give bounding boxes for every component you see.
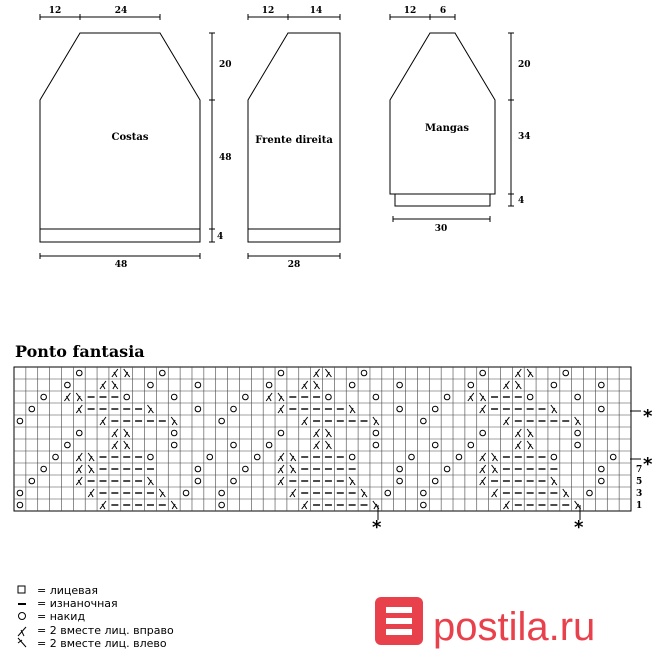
k2tog-right-symbol	[515, 369, 521, 377]
back-top-width-2: 24	[114, 6, 128, 16]
k2tog-right-symbol	[76, 405, 82, 413]
k2tog-right-symbol	[100, 381, 106, 389]
yarn-over-symbol	[373, 394, 379, 400]
k2tog-left-symbol	[349, 405, 355, 413]
yarn-over-symbol	[373, 442, 379, 448]
yarn-over-symbol	[76, 430, 82, 436]
yarn-over-symbol	[65, 442, 71, 448]
repeat-marker-bottom-left: *	[372, 517, 382, 538]
k2tog-right-symbol	[503, 417, 509, 425]
back-bottom-width: 48	[114, 260, 128, 270]
k2tog-left-symbol	[373, 417, 379, 425]
k2tog-left-symbol	[527, 369, 533, 377]
k2tog-right-symbol	[480, 477, 486, 485]
yarn-over-symbol	[421, 490, 427, 496]
k2tog-left-symbol	[124, 441, 130, 449]
yarn-over-symbol	[219, 418, 225, 424]
yarn-over-symbol	[421, 418, 427, 424]
k2tog-left-symbol	[159, 489, 165, 497]
front-name: Frente direita	[255, 135, 333, 146]
k2tog-right-symbol	[503, 381, 509, 389]
yarn-over-symbol	[432, 406, 438, 412]
yarn-over-symbol	[76, 370, 82, 376]
k2tog-right-symbol	[76, 477, 82, 485]
k2tog-left-symbol	[314, 381, 320, 389]
row-number-5: 5	[636, 477, 643, 487]
k2tog-right-symbol	[515, 441, 521, 449]
yarn-over-symbol	[17, 502, 23, 508]
k2tog-right-symbol	[112, 369, 118, 377]
yarn-over-symbol	[575, 394, 581, 400]
yarn-over-symbol	[29, 406, 35, 412]
row-number-7: 7	[636, 465, 643, 475]
yarn-over-symbol	[231, 406, 237, 412]
yarn-over-symbol	[397, 478, 403, 484]
sleeve-schematic	[390, 14, 514, 222]
k2tog-right-symbol	[112, 441, 118, 449]
yarn-over-symbol	[480, 370, 486, 376]
yarn-over-symbol	[444, 466, 450, 472]
k2tog-right-symbol	[278, 453, 284, 461]
k2tog-left-symbol	[349, 477, 355, 485]
k2tog-right-symbol	[76, 453, 82, 461]
yarn-over-symbol	[361, 370, 367, 376]
yarn-over-symbol	[385, 490, 391, 496]
back-height-2: 48	[219, 153, 232, 163]
yarn-over-symbol	[432, 478, 438, 484]
postila-logo	[375, 597, 595, 649]
yarn-over-symbol	[195, 466, 201, 472]
k2tog-left-symbol	[325, 369, 331, 377]
legend-k2tog-right: = 2 вместе лиц. вправо	[37, 624, 174, 637]
k2tog-right-symbol	[112, 429, 118, 437]
yarn-over-symbol	[278, 370, 284, 376]
k2tog-right-symbol	[76, 465, 82, 473]
k2tog-right-symbol	[88, 489, 94, 497]
sleeve-bottom-width: 30	[434, 224, 448, 234]
front-top-width-2: 14	[309, 6, 323, 16]
sleeve-height-1: 20	[518, 60, 531, 70]
yarn-over-symbol	[207, 454, 213, 460]
yarn-over-symbol	[610, 454, 616, 460]
chart-title: Ponto fantasia	[15, 342, 145, 361]
yarn-over-symbol	[575, 430, 581, 436]
yarn-over-symbol	[551, 382, 557, 388]
yarn-over-symbol	[266, 382, 272, 388]
k2tog-left-symbol	[171, 417, 177, 425]
sleeve-height-2: 34	[518, 132, 531, 142]
k2tog-right-symbol	[314, 369, 320, 377]
k2tog-right-symbol	[492, 489, 498, 497]
yarn-over-symbol	[456, 454, 462, 460]
k2tog-left-symbol	[147, 405, 153, 413]
sleeve-height-3: 4	[518, 196, 525, 206]
k2tog-right-symbol	[100, 417, 106, 425]
repeat-marker-bottom-right: *	[574, 517, 584, 538]
yarn-over-symbol	[171, 430, 177, 436]
k2tog-right-symbol	[278, 477, 284, 485]
k2tog-left-symbol	[76, 393, 82, 401]
yarn-over-symbol	[219, 502, 225, 508]
k2tog-left-symbol	[575, 417, 581, 425]
front-top-width-1: 12	[261, 6, 275, 16]
legend	[18, 584, 174, 650]
yarn-over-symbol	[17, 418, 23, 424]
yarn-over-symbol	[195, 478, 201, 484]
k2tog-right-symbol	[290, 489, 296, 497]
k2tog-right-symbol	[468, 393, 474, 401]
yarn-over-symbol	[254, 454, 260, 460]
k2tog-left-symbol	[551, 405, 557, 413]
yarn-over-symbol	[278, 430, 284, 436]
k2tog-right-symbol	[266, 393, 272, 401]
yarn-over-symbol	[148, 382, 154, 388]
yarn-over-symbol	[219, 490, 225, 496]
repeat-marker-right-top: *	[643, 406, 653, 427]
yarn-over-symbol	[171, 442, 177, 448]
k2tog-right-symbol	[278, 405, 284, 413]
yarn-over-symbol	[599, 466, 605, 472]
k2tog-left-symbol	[492, 453, 498, 461]
back-height-3: 4	[217, 232, 224, 242]
yarn-over-symbol	[326, 394, 332, 400]
k2tog-left-symbol	[124, 429, 130, 437]
yarn-over-symbol	[17, 490, 23, 496]
yarn-over-symbol	[527, 394, 533, 400]
yarn-over-symbol	[563, 370, 569, 376]
yarn-over-symbol	[171, 394, 177, 400]
yarn-over-symbol	[231, 478, 237, 484]
yarn-over-symbol	[599, 406, 605, 412]
yarn-over-symbol	[575, 442, 581, 448]
yarn-over-symbol	[349, 382, 355, 388]
yarn-over-symbol	[65, 382, 71, 388]
k2tog-right-symbol	[314, 429, 320, 437]
row-number-1: 1	[636, 501, 643, 511]
yarn-over-icon	[19, 613, 26, 620]
k2tog-right-symbol	[302, 381, 308, 389]
sleeve-top-width-1: 12	[403, 6, 417, 16]
yarn-over-symbol	[195, 382, 201, 388]
yarn-over-symbol	[53, 454, 59, 460]
yarn-over-symbol	[373, 430, 379, 436]
k2tog-right-icon	[18, 627, 26, 636]
yarn-over-symbol	[124, 394, 130, 400]
yarn-over-symbol	[480, 430, 486, 436]
k2tog-left-icon	[18, 638, 26, 647]
yarn-over-symbol	[468, 382, 474, 388]
k2tog-left-symbol	[563, 489, 569, 497]
k2tog-left-symbol	[325, 429, 331, 437]
yarn-over-symbol	[243, 466, 249, 472]
k2tog-left-symbol	[492, 465, 498, 473]
k2tog-right-symbol	[314, 441, 320, 449]
legend-yarn-over: = накид	[37, 610, 86, 623]
k2tog-left-symbol	[527, 429, 533, 437]
yarn-over-symbol	[349, 454, 355, 460]
k2tog-right-symbol	[480, 453, 486, 461]
repeat-marker-right-bottom: *	[643, 454, 653, 475]
yarn-over-symbol	[397, 466, 403, 472]
k2tog-left-symbol	[88, 465, 94, 473]
k2tog-left-symbol	[325, 441, 331, 449]
back-name: Costas	[111, 132, 149, 143]
yarn-over-symbol	[409, 454, 415, 460]
k2tog-left-symbol	[147, 477, 153, 485]
back-top-width-1: 12	[48, 6, 62, 16]
k2tog-left-symbol	[527, 441, 533, 449]
k2tog-right-symbol	[480, 405, 486, 413]
k2tog-right-symbol	[302, 501, 308, 509]
k2tog-right-symbol	[503, 501, 509, 509]
knit-stitch-icon	[18, 586, 25, 593]
yarn-over-symbol	[397, 406, 403, 412]
k2tog-right-symbol	[515, 429, 521, 437]
k2tog-right-symbol	[302, 417, 308, 425]
sleeve-top-width-2: 6	[439, 6, 447, 16]
legend-knit: = лицевая	[37, 584, 98, 597]
k2tog-right-symbol	[64, 393, 70, 401]
stitch-chart-grid	[14, 367, 631, 511]
yarn-over-symbol	[243, 394, 249, 400]
legend-k2tog-left: = 2 вместе лиц. влево	[37, 637, 167, 650]
legend-purl: = изнаночная	[37, 597, 118, 610]
yarn-over-symbol	[160, 370, 166, 376]
k2tog-left-symbol	[361, 489, 367, 497]
yarn-over-symbol	[41, 466, 47, 472]
yarn-over-symbol	[599, 478, 605, 484]
yarn-over-symbol	[183, 490, 189, 496]
k2tog-left-symbol	[290, 465, 296, 473]
k2tog-right-symbol	[278, 465, 284, 473]
yarn-over-symbol	[148, 454, 154, 460]
k2tog-left-symbol	[88, 453, 94, 461]
yarn-over-symbol	[41, 394, 47, 400]
yarn-over-symbol	[587, 490, 593, 496]
yarn-over-symbol	[266, 442, 272, 448]
yarn-over-symbol	[432, 442, 438, 448]
yarn-over-symbol	[195, 406, 201, 412]
yarn-over-symbol	[29, 478, 35, 484]
yarn-over-symbol	[551, 454, 557, 460]
k2tog-left-symbol	[290, 453, 296, 461]
yarn-over-symbol	[599, 382, 605, 388]
k2tog-left-symbol	[551, 477, 557, 485]
k2tog-left-symbol	[112, 381, 118, 389]
yarn-over-symbol	[468, 442, 474, 448]
k2tog-right-symbol	[480, 465, 486, 473]
k2tog-right-symbol	[100, 501, 106, 509]
front-bottom-width: 28	[287, 260, 301, 270]
row-number-3: 3	[636, 489, 643, 499]
yarn-over-symbol	[397, 382, 403, 388]
k2tog-left-symbol	[480, 393, 486, 401]
k2tog-left-symbol	[171, 501, 177, 509]
yarn-over-symbol	[421, 502, 427, 508]
yarn-over-symbol	[444, 394, 450, 400]
k2tog-left-symbol	[278, 393, 284, 401]
back-height-1: 20	[219, 60, 232, 70]
k2tog-left-symbol	[124, 369, 130, 377]
sleeve-name: Mangas	[425, 123, 469, 134]
k2tog-left-symbol	[515, 381, 521, 389]
yarn-over-symbol	[231, 442, 237, 448]
postila-watermark-text: postila.ru	[433, 605, 596, 649]
